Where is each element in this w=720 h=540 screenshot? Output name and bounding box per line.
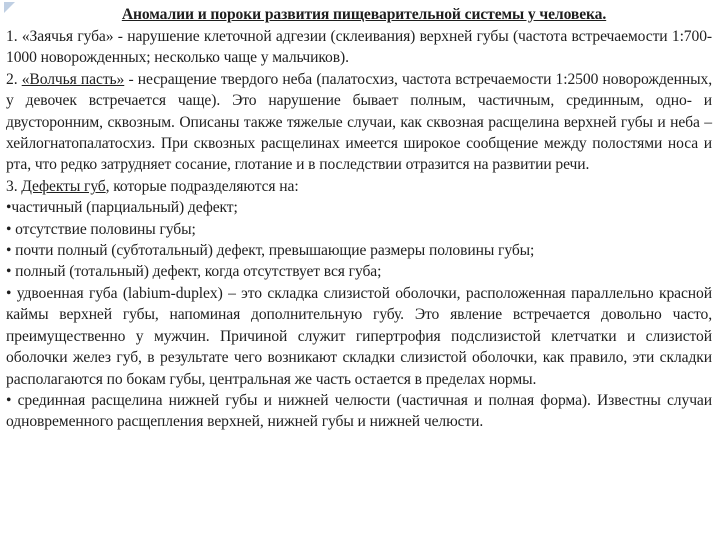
bullet-item: • срединная расщелина нижней губы и нижней челюсти (частичная и полная форма). Известны случаи одновременного расщепления верхней, нижней губы и нижней челюсти.	[6, 391, 712, 431]
item-volchya-past	[6, 69, 712, 176]
item-text: - нарушение клеточной адгезии (склеивания) верхней губы (частота встречаемости 1:700-1000 новорожденных; несколько чаще у мальчиков).	[6, 28, 712, 67]
item-text: - несращение твердого неба (палатосхиз, частота встречаемости 1:2500 новорожденных, у девочек встречается чаще). Это нарушение бывает полным, частичным, срединным, одно- и двусторонним, сквозным. Описаны также тяжелые случаи, как сквозная расщелина верхней губы и неба – хейлогнатопалатосхиз. При сквозных расщелинах имеется широкое сообщение между полостями носа и рта, что редко затрудняет сосание, глотание и в последствии отразится на развитии речи.	[6, 70, 712, 174]
bullet-item: •частичный (парциальный) дефект;	[6, 199, 238, 217]
bullet-item: • отсутствие половины губы;	[6, 220, 196, 238]
slide-title: Аномалии и пороки развития пищеварительной системы у человека.	[121, 6, 607, 23]
item-term: «Волчья пасть»	[21, 70, 125, 88]
bullet-item: • почти полный (субтотальный) дефект, превышающие размеры половины губы;	[6, 242, 535, 260]
bullet-item: • полный (тотальный) дефект, когда отсутствует вся губа;	[6, 263, 382, 281]
item-text: , которые подразделяются на:	[105, 177, 299, 195]
item-defekty-gub	[6, 176, 712, 197]
item-number: 1.	[6, 28, 22, 45]
item-term: «Заячья губа»	[21, 28, 114, 45]
item-number: 2.	[6, 70, 22, 88]
slide-body	[6, 6, 712, 433]
bullet-item: • удвоенная губа (labium-duplex) – это складка слизистой оболочки, расположенная параллельно красной каймы верхней губы, напоминая дополнительную губу. Это явление встречается довольно часто, преимущественно у мужчин. Причиной служит гипертрофия подслизистой клетчатки и слизистой оболочки желез губ, в результате чего возникают складки слизистой оболочки, как правило, эти складки располагаются по бокам губы, центральная же часть остается в пределах нормы.	[6, 284, 712, 388]
item-term: Дефекты губ	[21, 177, 106, 195]
item-number: 3.	[6, 177, 22, 195]
item-zayachya-guba	[6, 26, 712, 69]
